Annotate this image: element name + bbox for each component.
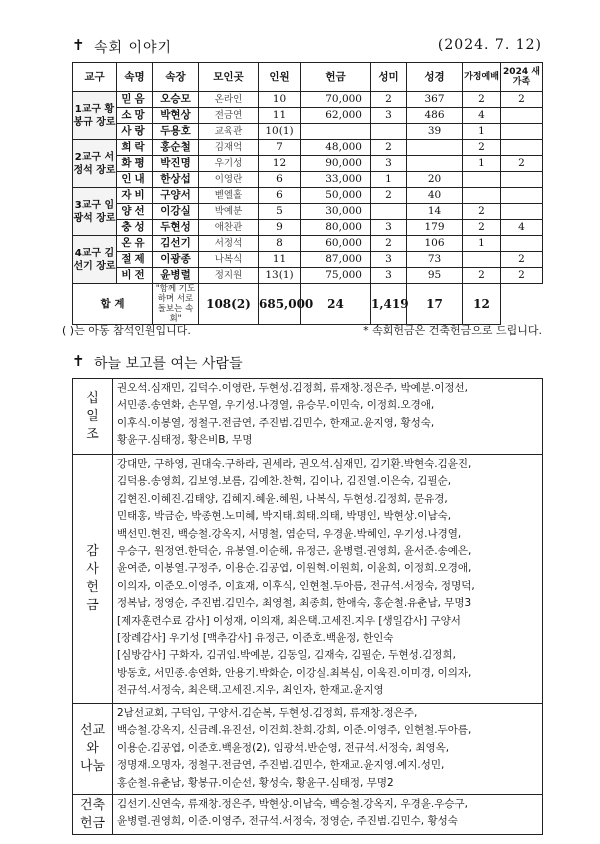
total-bible: 1,419 [371,284,407,325]
group-name: 화평 [117,156,153,172]
section-header-sokhoe [72,36,542,56]
rice-count: 3 [371,156,407,172]
offering-amount: 30,000 [301,204,371,220]
table-row [73,204,543,220]
total-worship: 17 [407,284,463,325]
people-count: 11 [259,108,301,124]
people-count: 7 [259,140,301,156]
offering-amount: 62,000 [301,108,371,124]
donor-row-mission [73,704,543,795]
header-cell-rice: 성미 [371,63,407,92]
bible-count [407,140,463,156]
newfamily-count: 2 [501,92,543,108]
note-offering: * 속회헌금은 건축헌금으로 드립니다. [363,324,542,337]
category-mission: 선교 와 나눔 [73,704,113,795]
header-cell-place: 모인곳 [199,63,259,92]
header-cell-offering: 헌금 [301,63,371,92]
bible-count [407,156,463,172]
leader-name: 홍순철 [153,140,199,156]
leader-name: 박진명 [153,156,199,172]
table-row [73,236,543,252]
table-row [73,124,543,140]
worship-count: 4 [463,108,501,124]
people-count: 10 [259,92,301,108]
total-people: 108(2) [199,284,259,325]
bible-count: 20 [407,172,463,188]
meeting-place: 박예분 [199,204,259,220]
note-children: ( )는 아동 참석인원입니다. [62,324,191,337]
table-header-row [73,63,543,92]
bible-count: 367 [407,92,463,108]
table-row [73,140,543,156]
meeting-place: 애찬관 [199,220,259,236]
worship-count: 2 [463,268,501,284]
newfamily-count [501,108,543,124]
group-name: 절제 [117,252,153,268]
cross-icon: ✝ [72,36,85,54]
group-name: 사랑 [117,124,153,140]
newfamily-count: 2 [501,252,543,268]
district-label: 1교구 황봉규 장로 [73,92,117,140]
newfamily-count [501,188,543,204]
donor-names-tithe: 권오석.심재민, 김덕수.이영란, 두현성.김정희, 류재창.정은주, 박예분.이정선, 서민종.송연화, 손무열, 우기성.나경열, 유승무.이민숙, 이정희.오경애, 이후식.이봉열, 정철구.전금연, 주진범.김민수, 한재교.윤지영, 황성숙, 황윤구.심태정, 황은비B, 무명 [113,379,543,455]
header-cell-leader: 속장 [153,63,199,92]
bible-count: 39 [407,124,463,140]
people-count: 13(1) [259,268,301,284]
newfamily-count: 2 [501,156,543,172]
rice-count: 3 [371,252,407,268]
meeting-place: 서정석 [199,236,259,252]
district-label: 4교구 김선기 장로 [73,236,117,284]
header-cell-bible: 성경 [407,63,463,92]
bible-count: 73 [407,252,463,268]
worship-count: 2 [463,204,501,220]
people-count: 9 [259,220,301,236]
bible-count: 95 [407,268,463,284]
worship-count: 1 [463,156,501,172]
group-name: 인내 [117,172,153,188]
bible-count: 14 [407,204,463,220]
donor-names-mission: 2남선교회, 구덕임, 구양서.김순복, 두현성.김정희, 류재창.정은주, 백승철.강옥지, 신금례.유진선, 이건희.찬희.강희, 이준.이영주, 인현철.두아름, 이용순.김공엽, 이준호.백윤정(2), 임광석.반순영, 전규석.서정숙, 최영옥, 정명재.오명자, 정철구.전금연, 주진범.김민수, 한재교.윤지영.예지.성민, 홍순철.유춘남, 황봉규.이순선, 황성숙, 황윤구.심태정, 무명2 [113,704,543,795]
offering-amount: 50,000 [301,188,371,204]
meeting-place: 벧엘홀 [199,188,259,204]
sokhoe-table [72,62,543,325]
rice-count: 2 [371,188,407,204]
people-count: 11 [259,252,301,268]
leader-name: 이강실 [153,204,199,220]
table-notes [62,322,542,338]
rice-count [371,124,407,140]
total-offering: 685,000 [259,284,301,325]
table-row [73,188,543,204]
leader-name: 두현성 [153,220,199,236]
total-row [73,284,543,325]
leader-name: 구양서 [153,188,199,204]
worship-count: 1 [463,124,501,140]
offering-amount: 90,000 [301,156,371,172]
category-tithe: 십 일 조 [73,379,113,455]
group-name: 비전 [117,268,153,284]
donor-names-building: 김선기.신연숙, 류재창.정은주, 박현상.이남숙, 백승철.강옥지, 우경윤.우승구, 윤병렬.권영희, 이준.이영주, 전규석.서정숙, 정영순, 주진범.김민수, 황성숙 [113,795,543,835]
cross-icon: ✝ [72,352,85,370]
meeting-place: 김재억 [199,140,259,156]
meeting-place: 교육관 [199,124,259,140]
leader-name: 오승모 [153,92,199,108]
newfamily-count [501,124,543,140]
header-cell-district: 교구 [73,63,117,92]
newfamily-count: 2 [501,268,543,284]
bible-count: 106 [407,236,463,252]
newfamily-count [501,172,543,188]
table-row [73,92,543,108]
rice-count: 3 [371,108,407,124]
worship-count: 2 [463,220,501,236]
newfamily-count: 4 [501,220,543,236]
meeting-place: 정지원 [199,268,259,284]
people-count: 6 [259,172,301,188]
district-label: 3교구 임광석 장로 [73,188,117,236]
offering-amount: 33,000 [301,172,371,188]
donor-names-thanks: 강대만, 구하영, 권대숙.구하라, 권세라, 권오석.심재민, 김기환.박현숙.김윤진, 김덕용.송영희, 김보영.보름, 김예찬.찬혁, 김이나, 김진열.이은숙, 김필순, 김현진.이혜진.김태양, 김혜지.혜윤.혜원, 나복식, 두현성.김정희, 문유경, 민태홍, 박금순, 박종현.노미혜, 박지태.희태.의태, 박명인, 박현상.이남숙, 백선민.현진, 백승철.강옥지, 서명철, 염순덕, 우경윤.박혜인, 우기성.나경열, 우승구, 원정연.한덕순, 유봉열.이순해, 유정근, 윤병렬.권영희, 윤서준.송예은, 윤여준, 이봉열.구정주, 이용순.김공엽, 이원혁.이원희, 이윤희, 이정희.오경애, 이의자, 이준오.이영주, 이효재, 이후식, 인현철.두아름, 전규석.서정숙, 정명덕, 정복남, 정영순, 주진범.김민수, 최영철, 최종희, 한애숙, 홍순철.유춘남, 무명3 [제자훈련수료 감사] 이성재, 이의재, 최은택.고세진.지우 [생일감사] 구양서 [장례감사] 우기성 [맥추감사] 유정근, 이준호.백윤정, 한인숙 [심방감사] 구화자, 김귀임.박예분, 김동일, 김재숙, 김필순, 두현성.김정희, 방동호, 서민종.송연화, 안용기.박화순, 이강실.최복심, 이욱진.이미경, 이의자, 전규석.서정숙, 최은택.고세진.지우, 최인자, 한재교.윤지영 [113,455,543,704]
header-cell-people: 인원 [259,63,301,92]
table-row [73,252,543,268]
leader-name: 이광종 [153,252,199,268]
leader-name: 한상섭 [153,172,199,188]
total-newfamily: 12 [463,284,501,325]
table-row [73,220,543,236]
leader-name: 두용호 [153,124,199,140]
category-building: 건축 헌금 [73,795,113,835]
total-label: 합 계 [73,284,153,325]
donor-row-thanks [73,455,543,704]
group-name: 온유 [117,236,153,252]
table-row [73,268,543,284]
table-row [73,108,543,124]
meeting-place: 우기성 [199,156,259,172]
leader-name: 박현상 [153,108,199,124]
meeting-place: 나복식 [199,252,259,268]
table-row [73,156,543,172]
offering-amount: 87,000 [301,252,371,268]
rice-count: 3 [371,220,407,236]
rice-count: 2 [371,140,407,156]
newfamily-count [501,236,543,252]
people-count: 12 [259,156,301,172]
leader-name: 김선기 [153,236,199,252]
worship-count [463,172,501,188]
total-rice: 24 [301,284,371,325]
worship-count: 1 [463,236,501,252]
group-name: 믿음 [117,92,153,108]
section-title: 속회 이야기 [94,40,173,56]
worship-count: 2 [463,92,501,108]
group-name: 소망 [117,108,153,124]
offering-amount: 75,000 [301,268,371,284]
offering-amount: 80,000 [301,220,371,236]
header-cell-new-family: 2024 새가족 [501,63,543,92]
worship-count [463,252,501,268]
meeting-place: 이영란 [199,172,259,188]
bible-count: 179 [407,220,463,236]
meeting-place: 전금연 [199,108,259,124]
meeting-place: 온라인 [199,92,259,108]
people-count: 10(1) [259,124,301,140]
group-name: 희락 [117,140,153,156]
people-count: 5 [259,204,301,220]
header-cell-family-worship: 가정예배 [463,63,501,92]
group-name: 양선 [117,204,153,220]
group-name: 충성 [117,220,153,236]
rice-count: 2 [371,92,407,108]
newfamily-count [501,140,543,156]
donor-row-tithe [73,379,543,455]
group-name: 자비 [117,188,153,204]
people-count: 6 [259,188,301,204]
table-row [73,172,543,188]
offering-amount [301,124,371,140]
newfamily-count [501,204,543,220]
donor-list-table [72,378,543,835]
donor-row-building [73,795,543,835]
bible-count: 486 [407,108,463,124]
district-label: 2교구 서정석 장로 [73,140,117,188]
header-cell-group: 속명 [117,63,153,92]
offering-amount: 70,000 [301,92,371,108]
worship-count: 2 [463,140,501,156]
rice-count: 2 [371,236,407,252]
worship-count [463,188,501,204]
offering-amount: 48,000 [301,140,371,156]
rice-count [371,204,407,220]
report-date: (2024. 7. 12) [437,37,542,53]
offering-amount: 60,000 [301,236,371,252]
rice-count: 3 [371,268,407,284]
category-thanks: 감 사 헌 금 [73,455,113,704]
leader-name: 윤병렬 [153,268,199,284]
total-note: "함께 기도하며 서로 돌보는 속회" [153,284,199,325]
section-title-donors: 하늘 보고를 여는 사람들 [94,356,243,372]
bible-count: 40 [407,188,463,204]
people-count: 8 [259,236,301,252]
rice-count: 1 [371,172,407,188]
